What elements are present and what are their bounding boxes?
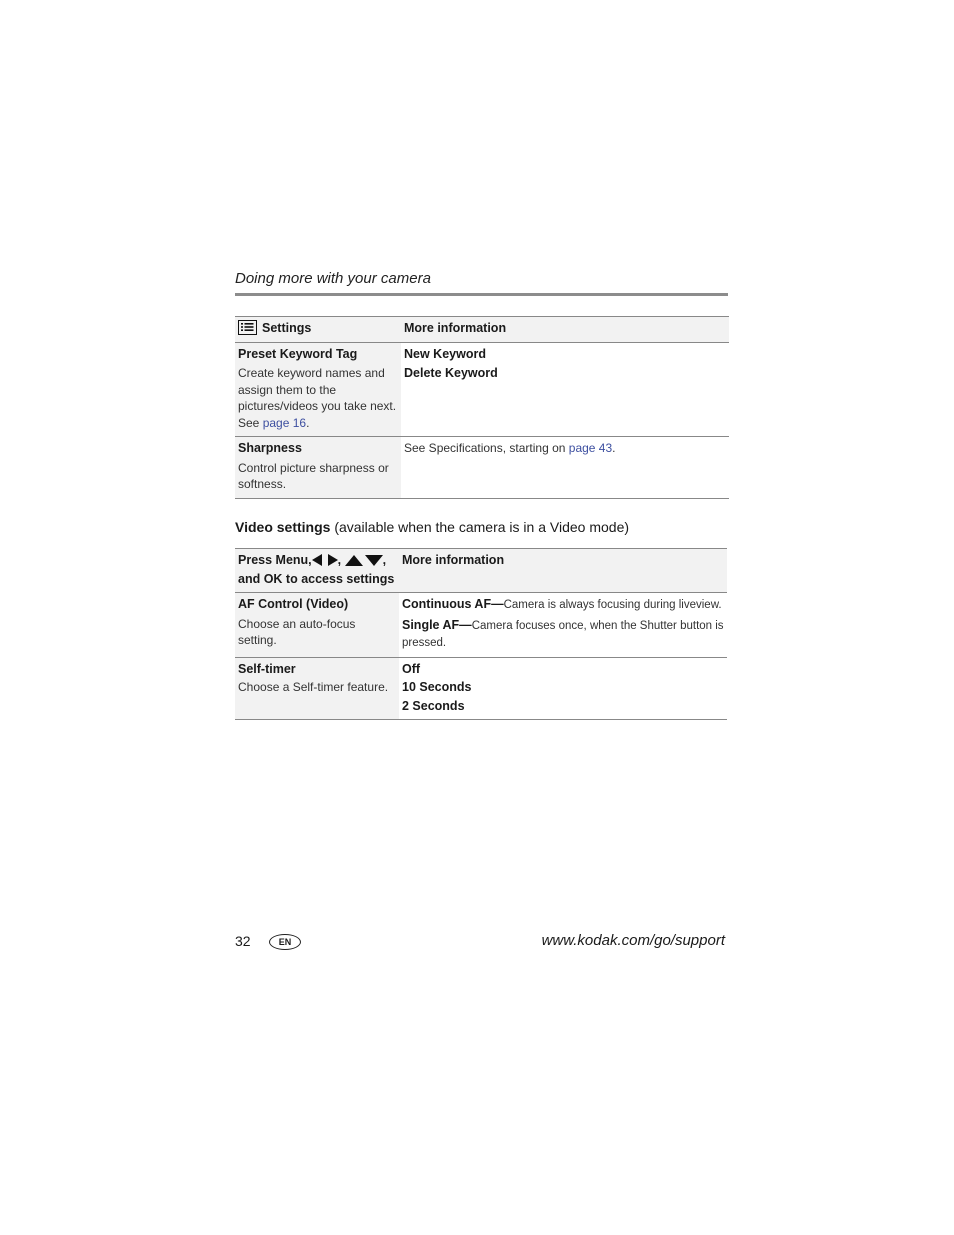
language-badge: EN xyxy=(269,934,301,950)
up-down-arrows-icon xyxy=(345,554,383,571)
page-link[interactable]: page 43 xyxy=(568,441,613,455)
setting-name: Self-timer xyxy=(238,661,296,676)
press-menu-column-header: Press Menu, , , and OK to access settings xyxy=(235,549,399,593)
settings-table xyxy=(235,316,729,499)
left-right-arrows-icon xyxy=(312,554,338,571)
setting-name: Sharpness xyxy=(238,441,302,455)
setting-cell xyxy=(235,593,399,658)
setting-description: Choose an auto-focus setting. xyxy=(238,616,356,647)
settings-column-header-label: Settings xyxy=(262,321,312,335)
info-cell xyxy=(401,342,729,437)
video-settings-table xyxy=(235,548,727,720)
more-info-column-header: More information xyxy=(401,317,729,343)
setting-cell xyxy=(235,657,399,720)
header-rule xyxy=(235,293,728,296)
option-item: Off xyxy=(402,661,421,676)
table-row xyxy=(235,342,729,437)
setting-cell xyxy=(235,342,401,437)
option-item: 2 Seconds xyxy=(402,698,465,713)
table-row xyxy=(235,593,727,658)
option-item: 10 Seconds xyxy=(402,680,472,694)
settings-menu-icon xyxy=(238,320,257,335)
video-settings-heading: Video settings (available when the camera is in a Video mode) xyxy=(235,519,630,535)
setting-description: Create keyword names and assign them to the pictures/videos you take next. See page 16. xyxy=(238,366,397,430)
settings-table-header xyxy=(235,317,729,343)
info-cell xyxy=(399,593,727,658)
more-info-column-header: More information xyxy=(399,549,727,593)
page-link[interactable]: page 16 xyxy=(262,415,307,430)
info-cell xyxy=(399,657,727,720)
page-header-title: Doing more with your camera xyxy=(235,270,431,287)
support-url[interactable]: www.kodak.com/go/support xyxy=(541,932,725,949)
option-item: Delete Keyword xyxy=(404,366,498,380)
table-row xyxy=(235,437,729,499)
settings-column-header xyxy=(235,317,401,343)
option-item: Continuous AF—Camera is always focusing during liveview. xyxy=(402,597,722,611)
table-row xyxy=(235,657,727,720)
option-item: New Keyword xyxy=(404,346,486,361)
option-item: Single AF—Camera focuses once, when the Shutter button is pressed. xyxy=(402,617,724,649)
page-number: 32 xyxy=(235,933,251,949)
info-cell: See Specifications, starting on page 43. xyxy=(401,437,729,499)
setting-cell xyxy=(235,437,401,499)
video-table-header xyxy=(235,549,727,593)
setting-name: Preset Keyword Tag xyxy=(238,346,358,361)
setting-description: Control picture sharpness or softness. xyxy=(238,460,389,491)
setting-description: Choose a Self-timer feature. xyxy=(238,680,389,694)
setting-name: AF Control (Video) xyxy=(238,597,349,611)
